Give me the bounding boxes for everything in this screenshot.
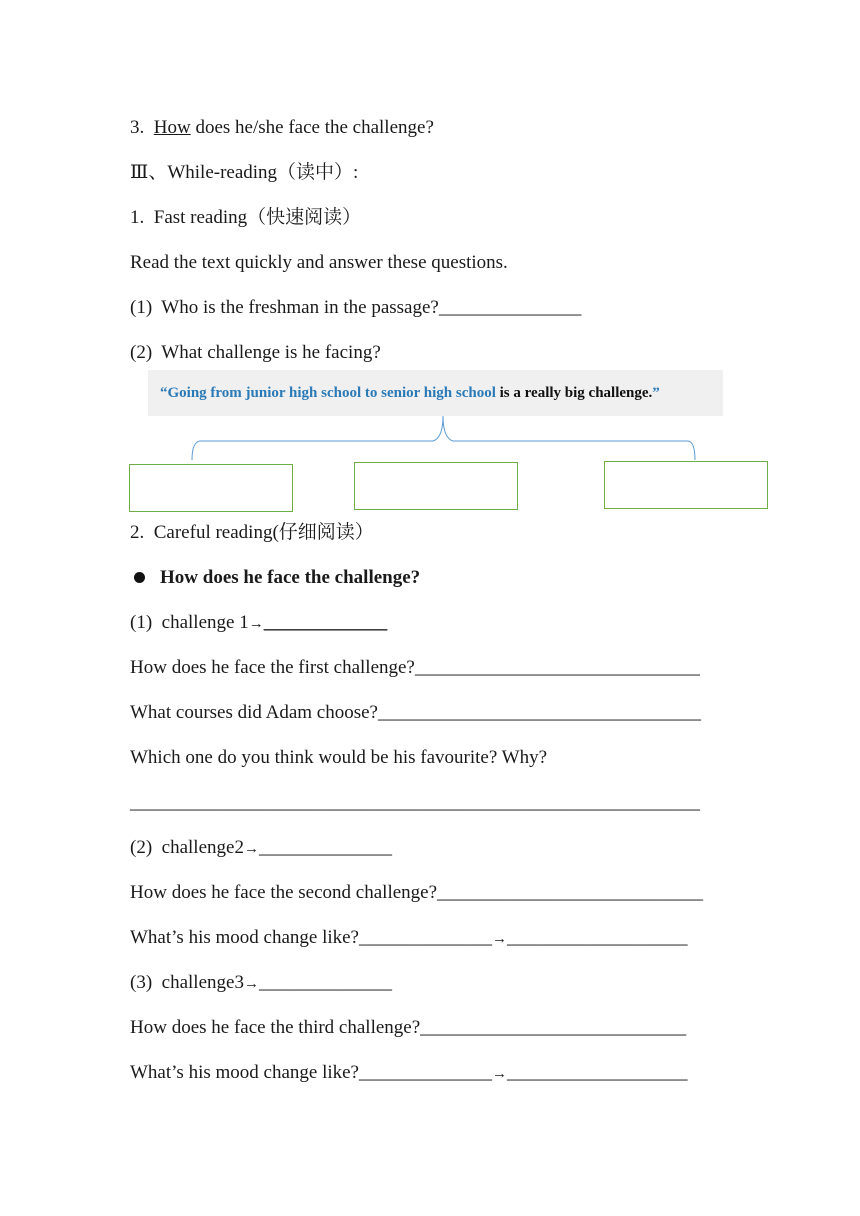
- arrow-icon: →: [492, 1066, 507, 1082]
- arrow-icon: →: [248, 616, 264, 632]
- challenge-1-question-1: How does he face the first challenge?______________________________: [130, 657, 700, 678]
- quote-box: [148, 370, 723, 416]
- challenge-2-row: [130, 837, 392, 860]
- challenge-3-question-1: How does he face the third challenge?____________________________: [130, 1017, 687, 1038]
- challenge-3-row: [130, 972, 392, 995]
- challenge-1-blank[interactable]: _____________: [263, 612, 388, 633]
- question-3: [130, 117, 434, 139]
- challenge-2-mood-text: What’s his mood change like?______________: [130, 927, 492, 948]
- fast-question-1: (1) Who is the freshman in the passage?_______________: [130, 297, 582, 318]
- quote-close: ”: [652, 385, 660, 401]
- challenge-2-question-1: How does he face the second challenge?____________________________: [130, 882, 704, 903]
- challenge-1-label: (1) challenge 1: [130, 612, 249, 633]
- challenge-3-blank[interactable]: ______________: [258, 972, 392, 993]
- question-3-text: does he/she face the challenge?: [190, 117, 434, 138]
- challenge-1-question-3: Which one do you think would be his favourite? Why?: [130, 747, 548, 768]
- challenge-1-row: [130, 612, 387, 635]
- bullet-icon: [134, 572, 145, 583]
- answer-box-3[interactable]: [604, 461, 768, 509]
- quote-rest: is a really big challenge.: [495, 385, 653, 401]
- fast-reading-instruction: Read the text quickly and answer these questions.: [130, 252, 508, 273]
- bullet-heading: How does he face the challenge?: [160, 567, 421, 588]
- challenge-3-label: (3) challenge3: [130, 972, 244, 993]
- challenge-3-mood-blank[interactable]: ___________________: [507, 1062, 688, 1083]
- answer-box-1[interactable]: [129, 464, 293, 512]
- challenge-2-blank[interactable]: ______________: [258, 837, 392, 858]
- arrow-icon: →: [243, 976, 259, 992]
- challenge-3-mood: [130, 1062, 688, 1085]
- challenge-2-mood-blank[interactable]: ___________________: [507, 927, 688, 948]
- arrow-icon: →: [492, 931, 507, 947]
- challenge-1-question-2: What courses did Adam choose?__________________________________: [130, 702, 701, 723]
- fast-question-2: (2) What challenge is he facing?: [130, 342, 381, 363]
- challenge-3-mood-text: What’s his mood change like?______________: [130, 1062, 492, 1083]
- fast-reading-heading: 1. Fast reading（快速阅读）: [130, 207, 362, 228]
- quote-highlight: “Going from junior high school to senior high school: [160, 385, 496, 401]
- careful-reading-heading: 2. Careful reading(仔细阅读）: [130, 522, 374, 543]
- arrow-icon: →: [243, 841, 259, 857]
- challenge-2-mood: [130, 927, 688, 950]
- question-3-how: How: [153, 117, 191, 138]
- challenge-1-answer-line[interactable]: ____________________________________________________________: [130, 792, 700, 813]
- question-3-number: 3.: [130, 117, 154, 138]
- answer-box-2[interactable]: [354, 462, 518, 510]
- section-while-reading: Ⅲ、While-reading（读中）:: [130, 162, 359, 183]
- challenge-2-label: (2) challenge2: [130, 837, 244, 858]
